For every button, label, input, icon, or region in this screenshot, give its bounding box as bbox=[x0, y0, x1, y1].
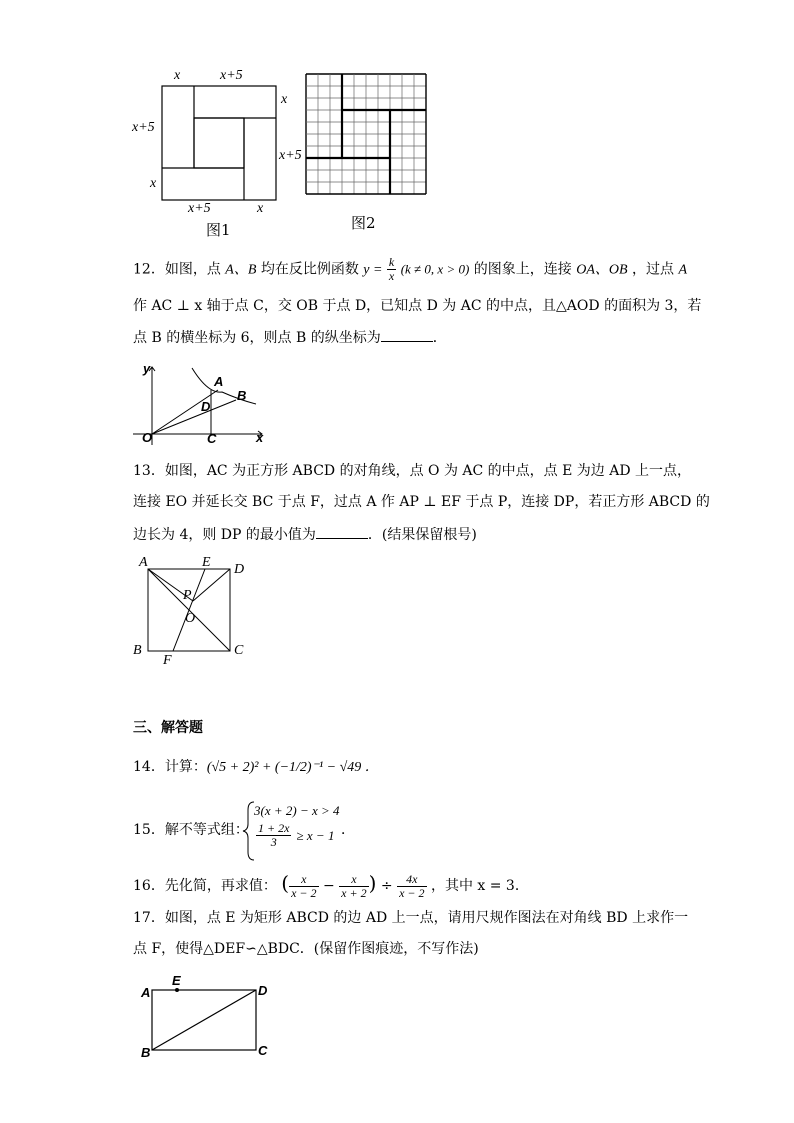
q12-frac-den: x bbox=[388, 269, 395, 283]
q13-label-B: B bbox=[133, 643, 142, 658]
q12-text: ，过点 bbox=[632, 261, 674, 278]
q16-minus: − bbox=[322, 878, 335, 894]
q13-label-E: E bbox=[202, 555, 211, 570]
frac-num: x bbox=[289, 873, 318, 887]
q12-points: A、B bbox=[225, 262, 257, 278]
frac-den: x + 2 bbox=[341, 885, 367, 900]
q12-label-A: A bbox=[214, 374, 224, 389]
q16-divide: ÷ bbox=[380, 878, 393, 894]
q12-text: ． bbox=[432, 330, 447, 346]
q12-func: y = bbox=[363, 262, 383, 278]
frac-num: 4x bbox=[397, 873, 426, 887]
fig1-label-left-x5: x+5 bbox=[132, 120, 155, 135]
q13-text: 边长为 4，则 DP 的最小值为 bbox=[133, 527, 316, 543]
q14-expression: (√5 + 2)² + (−1/2)⁻¹ − √49 ． bbox=[206, 760, 379, 775]
q12-label-x: x bbox=[256, 430, 264, 445]
fig2-caption: 图2 bbox=[351, 214, 376, 232]
q12-frac-num: k bbox=[388, 255, 395, 269]
q17-line-2: 点 F，使得△DEF∽△BDC．(保留作图痕迹，不写作法) bbox=[133, 941, 479, 957]
q13-label-A: A bbox=[139, 555, 148, 570]
q15-frac-num: 1 + 2x bbox=[258, 821, 290, 835]
frac-num: x bbox=[339, 873, 368, 887]
fig1-label-left-x: x bbox=[150, 176, 157, 191]
fig1-label-bottom-x5: x+5 bbox=[188, 201, 211, 216]
q12-segments: OA、OB bbox=[576, 262, 628, 278]
q13-label-P: P bbox=[183, 588, 192, 603]
q12-text: 的图象上，连接 bbox=[473, 261, 572, 278]
q16-prefix: 16．先化简，再求值： bbox=[133, 878, 277, 894]
q12-text: 均在反比例函数 bbox=[260, 261, 359, 278]
fig1-label-top-x5: x+5 bbox=[220, 68, 243, 83]
q15-frac-den: 3 bbox=[270, 835, 277, 849]
q15-ineq-1: 3(x + 2) − x > 4 bbox=[254, 803, 340, 818]
q12-label-D: D bbox=[201, 399, 211, 414]
q15-ineq-2-rest: ≥ x − 1 bbox=[296, 828, 335, 843]
fig1-label-right-x: x bbox=[281, 92, 288, 107]
q17-label-D: D bbox=[258, 983, 268, 998]
q12-line-2: 作 AC ⊥ x 轴于点 C，交 OB 于点 D，已知点 D 为 AC 的中点，且△AOD 的面积为 3，若 bbox=[133, 298, 702, 314]
q13-line-2: 连接 EO 并延长交 BC 于点 F，过点 A 作 AP ⊥ EF 于点 P，连接 DP，若正方形 ABCD 的 bbox=[133, 494, 710, 510]
q13-label-D: D bbox=[234, 562, 245, 577]
q17-label-A: A bbox=[141, 985, 151, 1000]
q12-text: 12．如图，点 bbox=[133, 261, 221, 278]
q12-condition: (k ≠ 0, x > 0) bbox=[400, 261, 470, 277]
q15-prefix: 15．解不等式组： bbox=[133, 822, 249, 838]
q12-label-C: C bbox=[207, 431, 217, 446]
q13-line-1: 13．如图，AC 为正方形 ABCD 的对角线，点 O 为 AC 的中点，点 E 为边 AD 上一点， bbox=[133, 463, 692, 479]
q17-line-1: 17．如图，点 E 为矩形 ABCD 的边 AD 上一点，请用尺规作图法在对角线 BD 上求作一 bbox=[133, 910, 689, 926]
fig1-label-bottom-x: x bbox=[257, 201, 264, 216]
q12-label-O: O bbox=[142, 430, 153, 445]
q16-suffix: ，其中 x = 3． bbox=[430, 878, 529, 894]
q12-text: 点 B 的横坐标为 6，则点 B 的纵坐标为 bbox=[133, 330, 381, 346]
fig2-label-left-x5: x+5 bbox=[279, 148, 302, 163]
q12-label-B: B bbox=[237, 388, 247, 403]
q13-text: ．(结果保留根号) bbox=[367, 527, 477, 543]
q16-paren-close: ) bbox=[368, 871, 377, 895]
q16-paren-open: ( bbox=[281, 871, 290, 895]
fig1-label-top-x: x bbox=[174, 68, 181, 83]
q17-label-B: B bbox=[141, 1045, 151, 1060]
fig1-caption: 图1 bbox=[206, 221, 231, 239]
frac-den: x − 2 bbox=[291, 885, 317, 900]
q13-label-O: O bbox=[185, 611, 196, 626]
q12-label-y: y bbox=[143, 361, 151, 376]
q17-label-C: C bbox=[258, 1043, 268, 1058]
q12-point: A bbox=[678, 262, 688, 278]
q13-label-C: C bbox=[234, 643, 244, 658]
section-heading: 三、解答题 bbox=[133, 720, 203, 736]
q15-suffix: ． bbox=[341, 822, 355, 838]
q13-label-F: F bbox=[163, 653, 172, 668]
q14-prefix: 14．计算： bbox=[133, 759, 207, 775]
q17-label-E: E bbox=[172, 973, 181, 988]
frac-den: x − 2 bbox=[399, 885, 425, 900]
